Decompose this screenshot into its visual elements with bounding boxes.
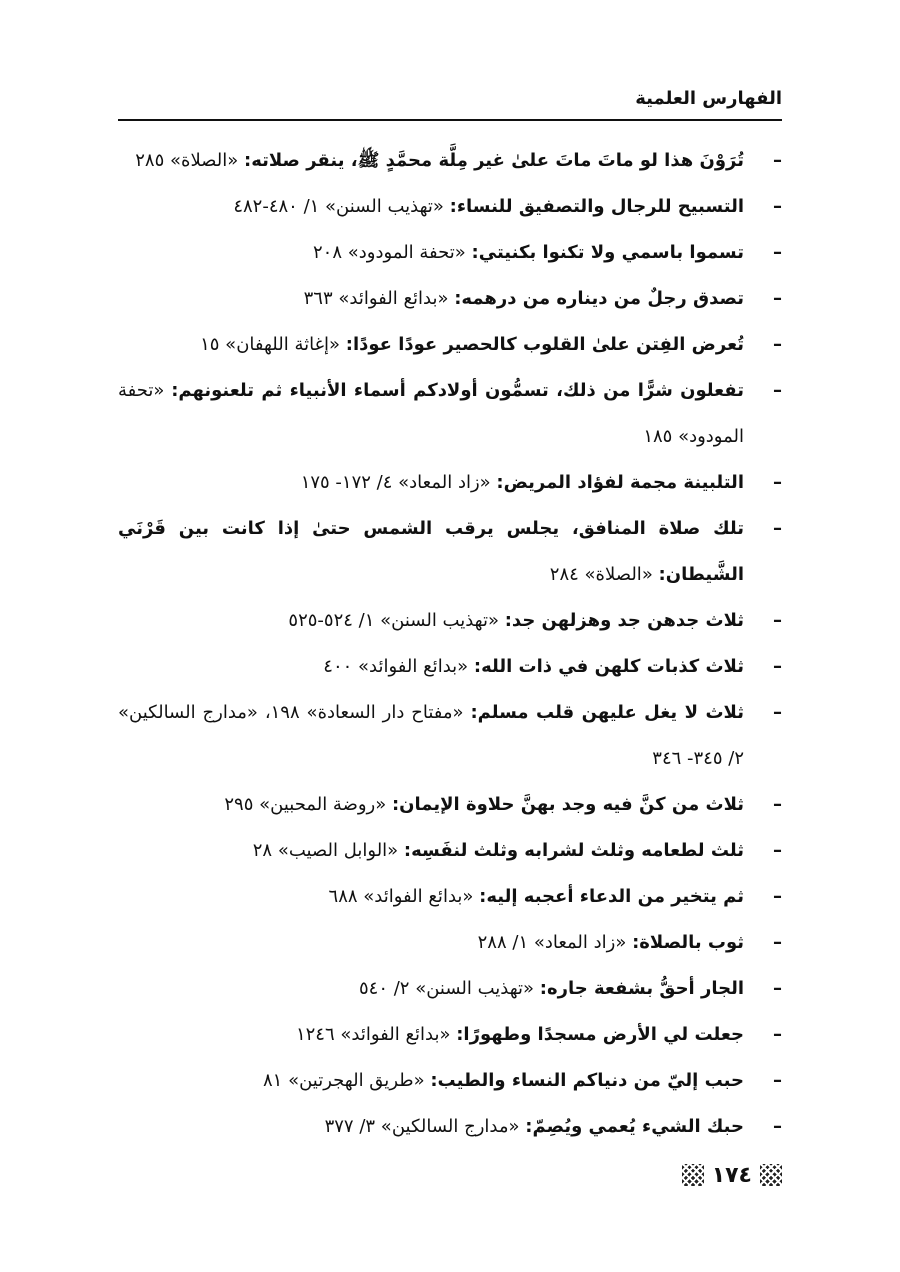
entry-dash: –: [773, 886, 782, 907]
entry-text: تصدق رجلٌ من ديناره من درهمه:: [454, 288, 744, 309]
entry-reference: «مفتاح دار السعادة» ١٩٨، «مدارج السالكين» ٢/ ٣٤٥- ٣٤٦: [118, 702, 744, 769]
page-footer: [682, 1160, 782, 1190]
header-title: الفهارس العلمية: [635, 88, 782, 109]
index-entry: [118, 966, 782, 1012]
entry-text: تفعلون شرًّا من ذلك، تسمُّون أولادكم أسماء الأنبياء ثم تلعنونهم:: [171, 380, 745, 401]
entry-text: حبك الشيء يُعمي ويُصِمّ:: [525, 1116, 744, 1137]
entry-text: تُرَوْنَ هذا لو ماتَ ماتَ علىٰ غير مِلَّة محمَّدٍ ﷺ، ينقر صلاته:: [244, 150, 744, 171]
entry-dash: –: [773, 656, 782, 677]
entry-reference: «تحفة المودود» ١٨٥: [118, 380, 744, 447]
entry-reference: «الصلاة» ٢٨٤: [549, 564, 659, 585]
entry-reference: «الوابل الصيب» ٢٨: [252, 840, 404, 861]
entry-text: تُعرض الفِتن علىٰ القلوب كالحصير عودًا عودًا:: [345, 334, 744, 355]
entry-text: ثم يتخير من الدعاء أعجبه إليه:: [479, 886, 744, 907]
entry-dash: –: [773, 288, 782, 309]
entry-dash: –: [773, 840, 782, 861]
entry-dash: –: [773, 150, 782, 171]
entry-dash: –: [773, 472, 782, 493]
entry-dash: –: [773, 196, 782, 217]
entry-dash: –: [773, 518, 782, 539]
index-entry: [118, 920, 782, 966]
entry-reference: «تهذيب السنن» ١/ ٤٨٠-٤٨٢: [233, 196, 450, 217]
entry-reference: «الصلاة» ٢٨٥: [135, 150, 245, 171]
entry-text: ثلاث جدهن جد وهزلهن جد:: [504, 610, 744, 631]
index-entry: [118, 368, 782, 460]
index-entry: [118, 782, 782, 828]
entry-dash: –: [773, 932, 782, 953]
entry-reference: «بدائع الفوائد» ١٢٤٦: [295, 1024, 457, 1045]
entry-reference: «بدائع الفوائد» ٣٦٣: [303, 288, 455, 309]
index-entry: [118, 874, 782, 920]
header-divider: [118, 119, 782, 121]
entry-text: الجار أحقُّ بشفعة جاره:: [539, 978, 744, 999]
entry-text: ثلاث كذبات كلهن في ذات الله:: [473, 656, 744, 677]
entry-text: تلك صلاة المنافق، يجلس يرقب الشمس حتىٰ إذا كانت بين قَرْنَي الشَّيطان:: [118, 518, 744, 585]
entry-text: ثلاث من كنَّ فيه وجد بهنَّ حلاوة الإيمان:: [391, 794, 744, 815]
page-number: ١٧٤: [711, 1162, 752, 1188]
entry-text: ثلاث لا يغل عليهن قلب مسلم:: [470, 702, 744, 723]
entry-text: التلبينة مجمة لفؤاد المريض:: [496, 472, 744, 493]
index-entry: [118, 1012, 782, 1058]
entry-dash: –: [773, 1024, 782, 1045]
entry-reference: «تهذيب السنن» ١/ ٥٢٤-٥٢٥: [288, 610, 505, 631]
entry-reference: «بدائع الفوائد» ٦٨٨: [328, 886, 480, 907]
entry-dash: –: [773, 1116, 782, 1137]
entry-reference: «تحفة المودود» ٢٠٨: [313, 242, 472, 263]
index-entry: [118, 184, 782, 230]
entry-text: ثلث لطعامه وثلث لشرابه وثلث لنفَسِه:: [403, 840, 744, 861]
index-entry: [118, 828, 782, 874]
ornament-square-icon: [760, 1164, 782, 1186]
index-entry: [118, 1058, 782, 1104]
page-header: [118, 88, 782, 118]
entry-reference: «زاد المعاد» ٤/ ١٧٢- ١٧٥: [300, 472, 497, 493]
entry-dash: –: [773, 702, 782, 723]
index-entry: [118, 690, 782, 782]
index-entry: [118, 230, 782, 276]
entry-text: ثوب بالصلاة:: [632, 932, 744, 953]
entry-reference: «تهذيب السنن» ٢/ ٥٤٠: [358, 978, 540, 999]
entry-reference: «طريق الهجرتين» ٨١: [263, 1070, 431, 1091]
entry-dash: –: [773, 242, 782, 263]
index-entry: [118, 506, 782, 598]
entry-reference: «زاد المعاد» ١/ ٢٨٨: [477, 932, 633, 953]
entry-text: التسبيح للرجال والتصفيق للنساء:: [449, 196, 744, 217]
entry-reference: «روضة المحبين» ٢٩٥: [224, 794, 392, 815]
entry-reference: «بدائع الفوائد» ٤٠٠: [323, 656, 474, 677]
entry-dash: –: [773, 794, 782, 815]
ornament-square-icon: [682, 1164, 704, 1186]
entry-text: تسموا باسمي ولا تكنوا بكنيتي:: [471, 242, 744, 263]
entry-dash: –: [773, 978, 782, 999]
index-entry: [118, 460, 782, 506]
entry-dash: –: [773, 380, 782, 401]
entry-text: حبب إليّ من دنياكم النساء والطيب:: [430, 1070, 744, 1091]
entry-dash: –: [773, 610, 782, 631]
entry-reference: «إغاثة اللهفان» ١٥: [200, 334, 346, 355]
entry-dash: –: [773, 334, 782, 355]
index-entry: [118, 322, 782, 368]
index-entry: [118, 138, 782, 184]
index-entry: [118, 598, 782, 644]
entry-text: جعلت لي الأرض مسجدًا وطهورًا:: [456, 1024, 744, 1045]
index-entry: [118, 1104, 782, 1150]
index-entry: [118, 644, 782, 690]
entry-dash: –: [773, 1070, 782, 1091]
entry-reference: «مدارج السالكين» ٣/ ٣٧٧: [324, 1116, 526, 1137]
index-entry: [118, 276, 782, 322]
index-list: [118, 138, 782, 1150]
